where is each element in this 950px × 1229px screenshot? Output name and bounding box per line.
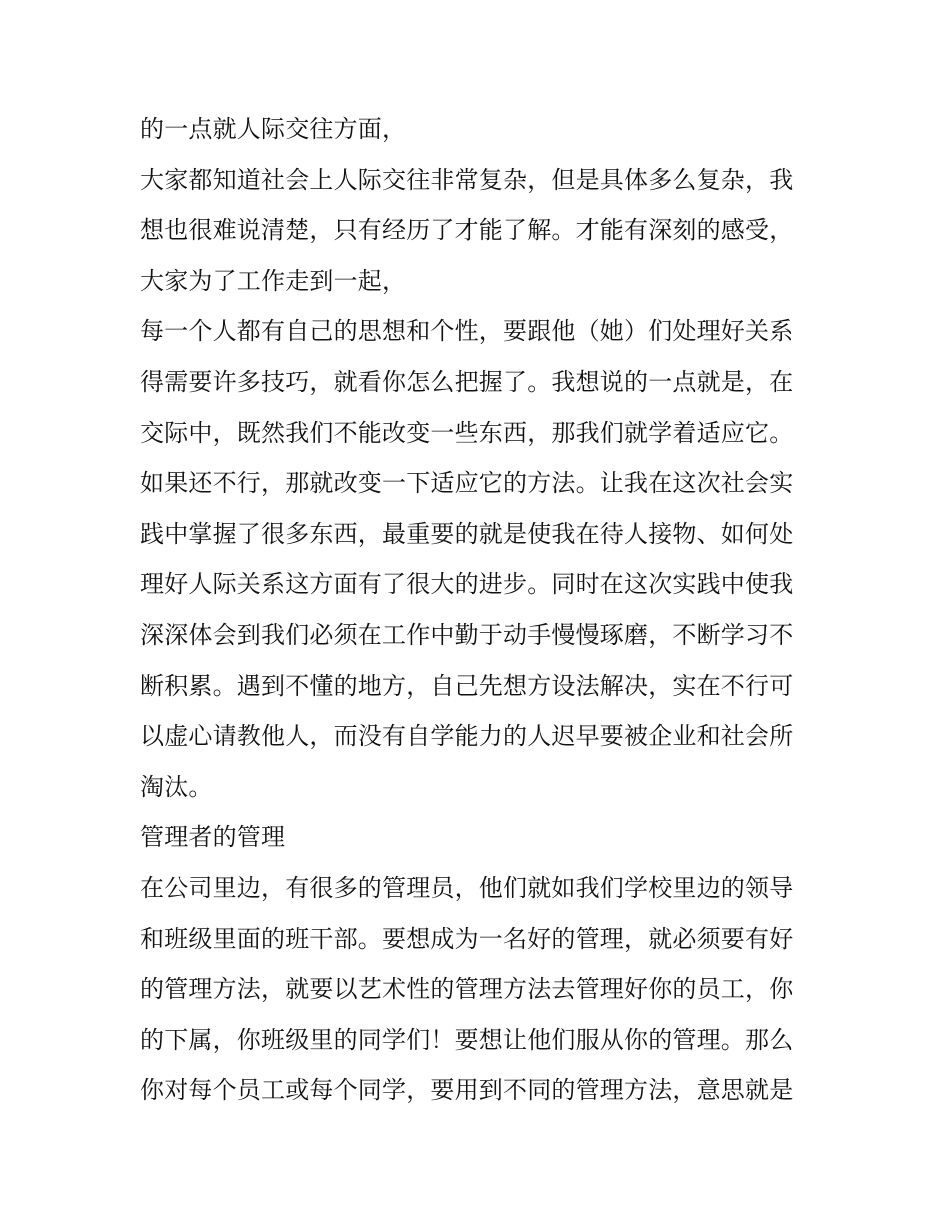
text-line: 理好人际关系这方面有了很大的进步。同时在这次实践中使我 [140, 570, 794, 599]
section-heading: 管理者的管理 [140, 823, 286, 852]
text-line: 以虚心请教他人，而没有自学能力的人迟早要被企业和社会所 [140, 722, 794, 751]
text-line: 断积累。遇到不懂的地方，自己先想方设法解决，实在不行可 [140, 671, 794, 700]
text-line: 交际中，既然我们不能改变一些东西，那我们就学着适应它。 [140, 418, 794, 447]
text-line: 和班级里面的班干部。要想成为一名好的管理，就必须要有好 [140, 924, 794, 953]
text-line: 在公司里边，有很多的管理员，他们就如我们学校里边的领导 [140, 873, 794, 902]
text-line: 你对每个员工或每个同学，要用到不同的管理方法，意思就是 [140, 1076, 794, 1105]
text-line: 的管理方法，就要以艺术性的管理方法去管理好你的员工，你 [140, 975, 794, 1004]
text-line: 淘汰。 [140, 772, 213, 801]
text-line: 深深体会到我们必须在工作中勤于动手慢慢琢磨，不断学习不 [140, 620, 794, 649]
text-line: 如果还不行，那就改变一下适应它的方法。让我在这次社会实 [140, 469, 794, 498]
text-line: 大家为了工作走到一起， [140, 266, 407, 295]
text-line: 践中掌握了很多东西，最重要的就是使我在待人接物、如何处 [140, 519, 794, 548]
text-line: 得需要许多技巧，就看你怎么把握了。我想说的一点就是，在 [140, 367, 794, 396]
document-body [140, 104, 820, 1116]
text-line: 每一个人都有自己的思想和个性，要跟他（她）们处理好关系 [140, 317, 794, 346]
text-line: 大家都知道社会上人际交往非常复杂，但是具体多么复杂，我 [140, 165, 794, 194]
text-line: 的下属，你班级里的同学们！要想让他们服从你的管理。那么 [140, 1025, 794, 1054]
text-line: 想也很难说清楚，只有经历了才能了解。才能有深刻的感受， [140, 216, 794, 245]
text-line: 的一点就人际交往方面， [140, 115, 407, 143]
